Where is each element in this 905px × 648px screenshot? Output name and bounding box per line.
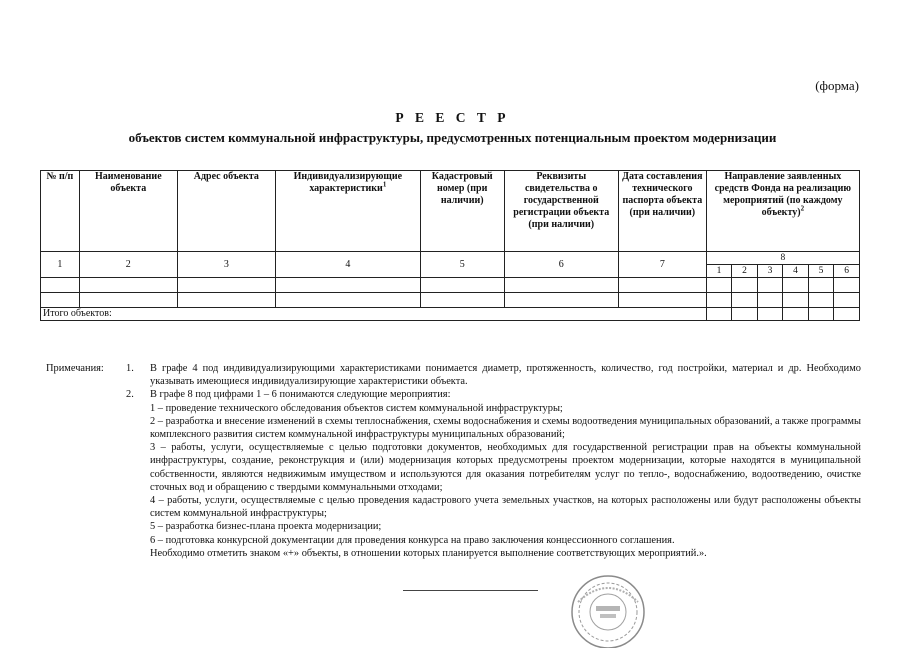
table-cell: [732, 308, 758, 321]
table-cell: [706, 293, 732, 308]
table-cell: [783, 278, 809, 293]
total-row: [41, 308, 860, 321]
table-row: [41, 293, 860, 308]
col-number-4: 4: [275, 252, 420, 278]
table-cell: [420, 293, 504, 308]
footnote-mark-2: 2: [800, 204, 805, 213]
notes-section: [46, 362, 861, 560]
note-1-text: В графе 4 под индивидуализирующими характеристиками понимается диаметр, протяженность, количество, год постройки, материал и др. Необходимо указывать имеющиеся индивидуализирующие характеристики объекта.: [150, 363, 861, 388]
seal-stamp-icon: [560, 568, 656, 648]
table-cell: [275, 278, 420, 293]
table-cell: [732, 293, 758, 308]
table-cell: [783, 293, 809, 308]
sub-number-3: 3: [757, 265, 783, 278]
col-number-2: 2: [79, 252, 177, 278]
table-cell: [757, 278, 783, 293]
table-cell: [808, 278, 834, 293]
table-cell: [618, 293, 706, 308]
table-cell: [504, 293, 618, 308]
footnote-mark-1: 1: [382, 180, 387, 189]
sub-number-4: 4: [783, 265, 809, 278]
list-item: 4 – работы, услуги, осуществляемые с целью проведения кадастрового учета земельных участков, на которых расположены или будут расположены объекты систем коммунальной инфраструктуры;: [150, 495, 861, 520]
sub-number-6: 6: [834, 265, 860, 278]
table-cell: [41, 293, 80, 308]
header-col-6: Реквизиты свидетельства о государственной регистрации объекта (при наличии): [504, 171, 618, 252]
header-col-8-text: Направление заявленных средств Фонда на реализацию мероприятий (по каждому объекту): [714, 171, 852, 218]
list-item: 5 – разработка бизнес-плана проекта модернизации;: [150, 521, 382, 533]
note-2: [150, 388, 861, 560]
table-cell: [732, 278, 758, 293]
table-cell: [783, 308, 809, 321]
table-cell: [834, 278, 860, 293]
note-2-text: В графе 8 под цифрами 1 – 6 понимаются следующие мероприятия:: [150, 389, 451, 401]
sub-number-5: 5: [808, 265, 834, 278]
header-row: [41, 171, 860, 252]
header-col-5: Кадастровый номер (при наличии): [420, 171, 504, 252]
header-col-7: Дата составления технического паспорта объекта (при наличии): [618, 171, 706, 252]
col-number-7: 7: [618, 252, 706, 278]
notes-label: Примечания:: [46, 363, 104, 374]
col-number-6: 6: [504, 252, 618, 278]
list-item: 3 – работы, услуги, осуществляемые с целью подготовки документов, необходимых для государственной регистрации прав на объекты коммунальной инфраструктуры, создание, реконструкция и (или) модернизация которых предусмотрены проектом модернизации, которые находятся в муниципальной собственности, являются недвижимым имуществом и используются для оказания потребителям услуг по тепло-, водоснабжению, водоотведению, очистке сточных вод и обращению с твердыми коммунальными отходами;: [150, 442, 861, 493]
document-subtitle: объектов систем коммунальной инфраструктуры, предусмотренных потенциальным проектом модернизации: [128, 130, 777, 145]
col-number-5: 5: [420, 252, 504, 278]
table-cell: [757, 293, 783, 308]
table-cell: [808, 293, 834, 308]
table-cell: [177, 278, 275, 293]
table-cell: [177, 293, 275, 308]
header-col-8: [706, 171, 859, 252]
col-number-3: 3: [177, 252, 275, 278]
list-item: 2 – разработка и внесение изменений в схемы теплоснабжения, схемы водоснабжения и схемы водоотведения муниципальных образований, а также программы комплексного развития систем коммунальной инфраструктуры муниципальных образований;: [150, 415, 861, 441]
table-cell: [808, 308, 834, 321]
table-cell: [706, 278, 732, 293]
table-cell: [41, 278, 80, 293]
table-cell: [834, 308, 860, 321]
note-2-number: 2.: [126, 389, 134, 400]
table-cell: [275, 293, 420, 308]
list-item: 6 – подготовка конкурсной документации для проведения конкурса на право заключения концессионного соглашения.: [150, 534, 675, 546]
header-col-4-text: Индивидуализирующие характеристики: [293, 171, 403, 194]
signature-line: [403, 590, 538, 591]
header-col-4: [275, 171, 420, 252]
table-cell: [706, 308, 732, 321]
table-cell: [79, 278, 177, 293]
total-label: Итого объектов:: [41, 308, 707, 321]
note-1-number: 1.: [126, 363, 134, 374]
document-title: Р Е Е С Т Р: [395, 110, 510, 125]
table-cell: [618, 278, 706, 293]
form-mark: (форма): [815, 78, 859, 93]
closing-note: Необходимо отметить знаком «+» объекты, в отношении которых планируется выполнение соответствующих мероприятий.».: [150, 547, 707, 559]
note-1: [150, 362, 861, 388]
list-item: 1 – проведение технического обследования объектов систем коммунальной инфраструктуры;: [150, 402, 563, 414]
header-col-2: Наименование объекта: [79, 171, 177, 252]
table-cell: [757, 308, 783, 321]
sub-number-2: 2: [732, 265, 758, 278]
table-cell: [834, 293, 860, 308]
sub-number-1: 1: [706, 265, 732, 278]
col-number-8: 8: [706, 252, 859, 265]
col-number-1: 1: [41, 252, 80, 278]
column-number-row: [41, 252, 860, 265]
table-row: [41, 278, 860, 293]
table-cell: [420, 278, 504, 293]
registry-table: [40, 170, 860, 321]
header-col-1: № п/п: [41, 171, 80, 252]
table-cell: [504, 278, 618, 293]
table-cell: [79, 293, 177, 308]
header-col-3: Адрес объекта: [177, 171, 275, 252]
